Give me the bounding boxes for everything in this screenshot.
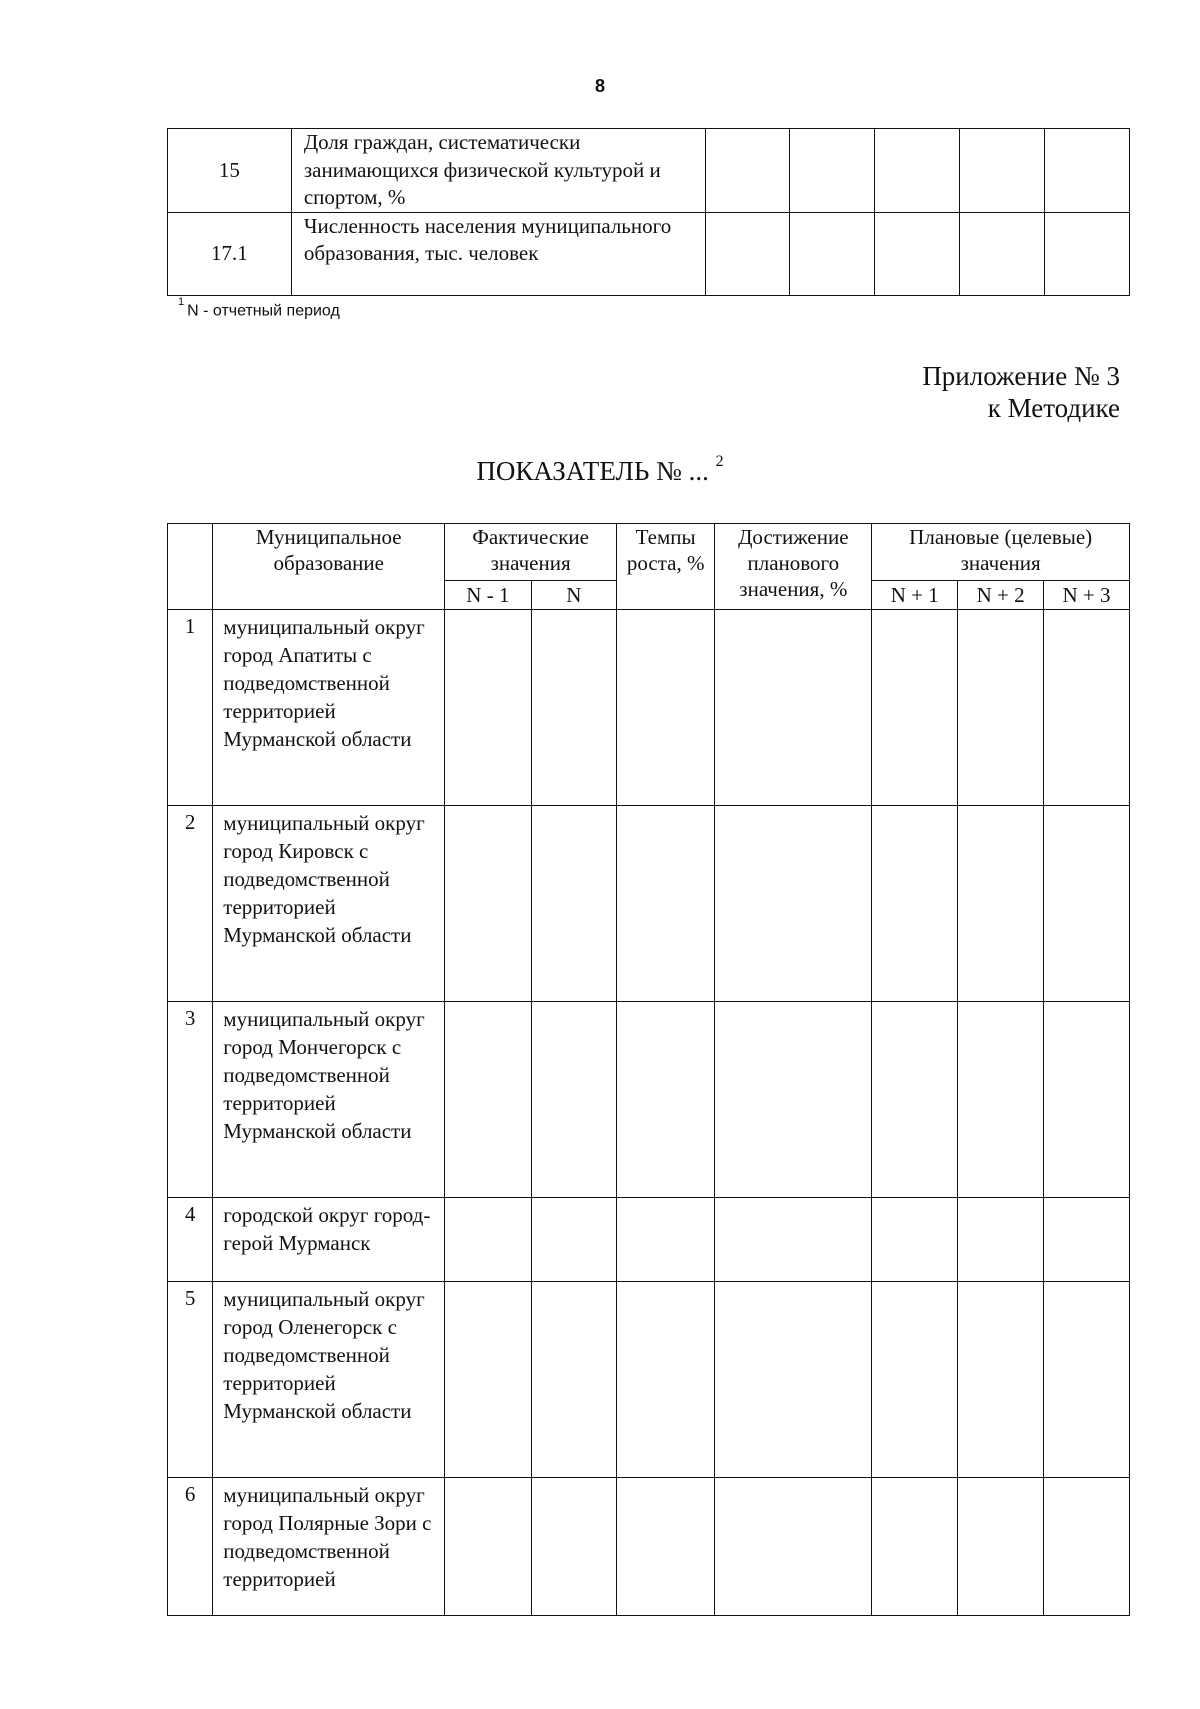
header-planned: Плановые (целевые) значения xyxy=(872,524,1130,581)
row-number: 17.1 xyxy=(168,212,292,295)
value-cell xyxy=(960,129,1045,213)
header-row xyxy=(168,524,1130,581)
value-cell xyxy=(872,1002,958,1198)
value-cell xyxy=(715,610,872,806)
value-cell xyxy=(531,1282,616,1478)
value-cell xyxy=(958,1198,1044,1282)
value-cell xyxy=(715,1478,872,1616)
indicator-name: Доля граждан, систематически занимающихся физической культурой и спортом, % xyxy=(291,129,705,213)
value-cell xyxy=(958,1282,1044,1478)
municipality-name: муниципальный округ город Оленегорск с подведомственной территорией Мурманской области xyxy=(213,1282,445,1478)
value-cell xyxy=(958,610,1044,806)
row-number: 5 xyxy=(168,1282,213,1478)
value-cell xyxy=(958,806,1044,1002)
value-cell xyxy=(958,1478,1044,1616)
value-cell xyxy=(705,212,790,295)
value-cell xyxy=(872,1198,958,1282)
table-row xyxy=(168,1198,1130,1282)
value-cell xyxy=(617,1198,715,1282)
municipality-name: муниципальный округ город Полярные Зори с подведомственной территорией xyxy=(213,1478,445,1616)
table-row xyxy=(168,129,1130,213)
table-row xyxy=(168,806,1130,1002)
table-row xyxy=(168,212,1130,295)
value-cell xyxy=(872,1478,958,1616)
row-number: 15 xyxy=(168,129,292,213)
value-cell xyxy=(531,1198,616,1282)
header-n-plus-1: N + 1 xyxy=(872,581,958,610)
value-cell xyxy=(715,1282,872,1478)
header-n-plus-2: N + 2 xyxy=(958,581,1044,610)
value-cell xyxy=(617,1002,715,1198)
header-n-minus-1: N - 1 xyxy=(445,581,531,610)
table-row xyxy=(168,610,1130,806)
municipality-name: городской округ город-герой Мурманск xyxy=(213,1198,445,1282)
table-body xyxy=(168,610,1130,1616)
header-municipality: Муниципальное образование xyxy=(213,524,445,610)
header-n-plus-3: N + 3 xyxy=(1044,581,1130,610)
footnote-text: N - отчетный период xyxy=(187,302,340,320)
value-cell xyxy=(531,610,616,806)
appendix-line-1: Приложение № 3 xyxy=(922,361,1120,391)
value-cell xyxy=(715,1198,872,1282)
value-cell xyxy=(445,1282,531,1478)
value-cell xyxy=(445,1002,531,1198)
header-actual: Фактические значения xyxy=(445,524,617,581)
value-cell xyxy=(617,610,715,806)
municipality-name: муниципальный округ город Кировск с подведомственной территорией Мурманской области xyxy=(213,806,445,1002)
title-footnote-mark: 2 xyxy=(715,453,724,470)
value-cell xyxy=(872,1282,958,1478)
value-cell xyxy=(531,1478,616,1616)
value-cell xyxy=(872,610,958,806)
value-cell xyxy=(875,212,960,295)
row-number: 3 xyxy=(168,1002,213,1198)
value-cell xyxy=(715,1002,872,1198)
value-cell xyxy=(1045,212,1130,295)
value-cell xyxy=(1045,129,1130,213)
value-cell xyxy=(445,1198,531,1282)
value-cell xyxy=(958,1002,1044,1198)
indicator-name: Численность населения муниципального образования, тыс. человек xyxy=(291,212,705,295)
page-number: 8 xyxy=(594,76,605,96)
footnote xyxy=(178,296,340,320)
header-n: N xyxy=(531,581,616,610)
value-cell xyxy=(1044,1002,1130,1198)
value-cell xyxy=(715,806,872,1002)
value-cell xyxy=(790,212,875,295)
value-cell xyxy=(445,806,531,1002)
document-title xyxy=(0,453,1200,487)
value-cell xyxy=(875,129,960,213)
header-achievement: Достижение планового значения, % xyxy=(715,524,872,610)
appendix-line-2: к Методике xyxy=(987,393,1120,423)
header-number xyxy=(168,524,213,610)
row-number: 2 xyxy=(168,806,213,1002)
value-cell xyxy=(1044,1198,1130,1282)
row-number: 6 xyxy=(168,1478,213,1616)
header-growth: Темпы роста, % xyxy=(617,524,715,610)
indicators-table xyxy=(167,128,1130,296)
value-cell xyxy=(1044,806,1130,1002)
table-row xyxy=(168,1478,1130,1616)
value-cell xyxy=(531,1002,616,1198)
municipality-name: муниципальный округ город Мончегорск с подведомственной территорией Мурманской области xyxy=(213,1002,445,1198)
table-row xyxy=(168,1002,1130,1198)
municipality-name: муниципальный округ город Апатиты с подведомственной территорией Мурманской области xyxy=(213,610,445,806)
value-cell xyxy=(1044,1282,1130,1478)
value-cell xyxy=(790,129,875,213)
value-cell xyxy=(960,212,1045,295)
value-cell xyxy=(617,1478,715,1616)
municipalities-table xyxy=(167,523,1130,1616)
value-cell xyxy=(617,1282,715,1478)
value-cell xyxy=(445,610,531,806)
row-number: 1 xyxy=(168,610,213,806)
footnote-mark: 1 xyxy=(178,296,185,308)
value-cell xyxy=(617,806,715,1002)
table-row xyxy=(168,1282,1130,1478)
appendix-label xyxy=(922,360,1120,424)
title-text: ПОКАЗАТЕЛЬ № ... xyxy=(476,456,709,486)
value-cell xyxy=(1044,610,1130,806)
value-cell xyxy=(872,806,958,1002)
value-cell xyxy=(1044,1478,1130,1616)
row-number: 4 xyxy=(168,1198,213,1282)
value-cell xyxy=(705,129,790,213)
value-cell xyxy=(531,806,616,1002)
value-cell xyxy=(445,1478,531,1616)
